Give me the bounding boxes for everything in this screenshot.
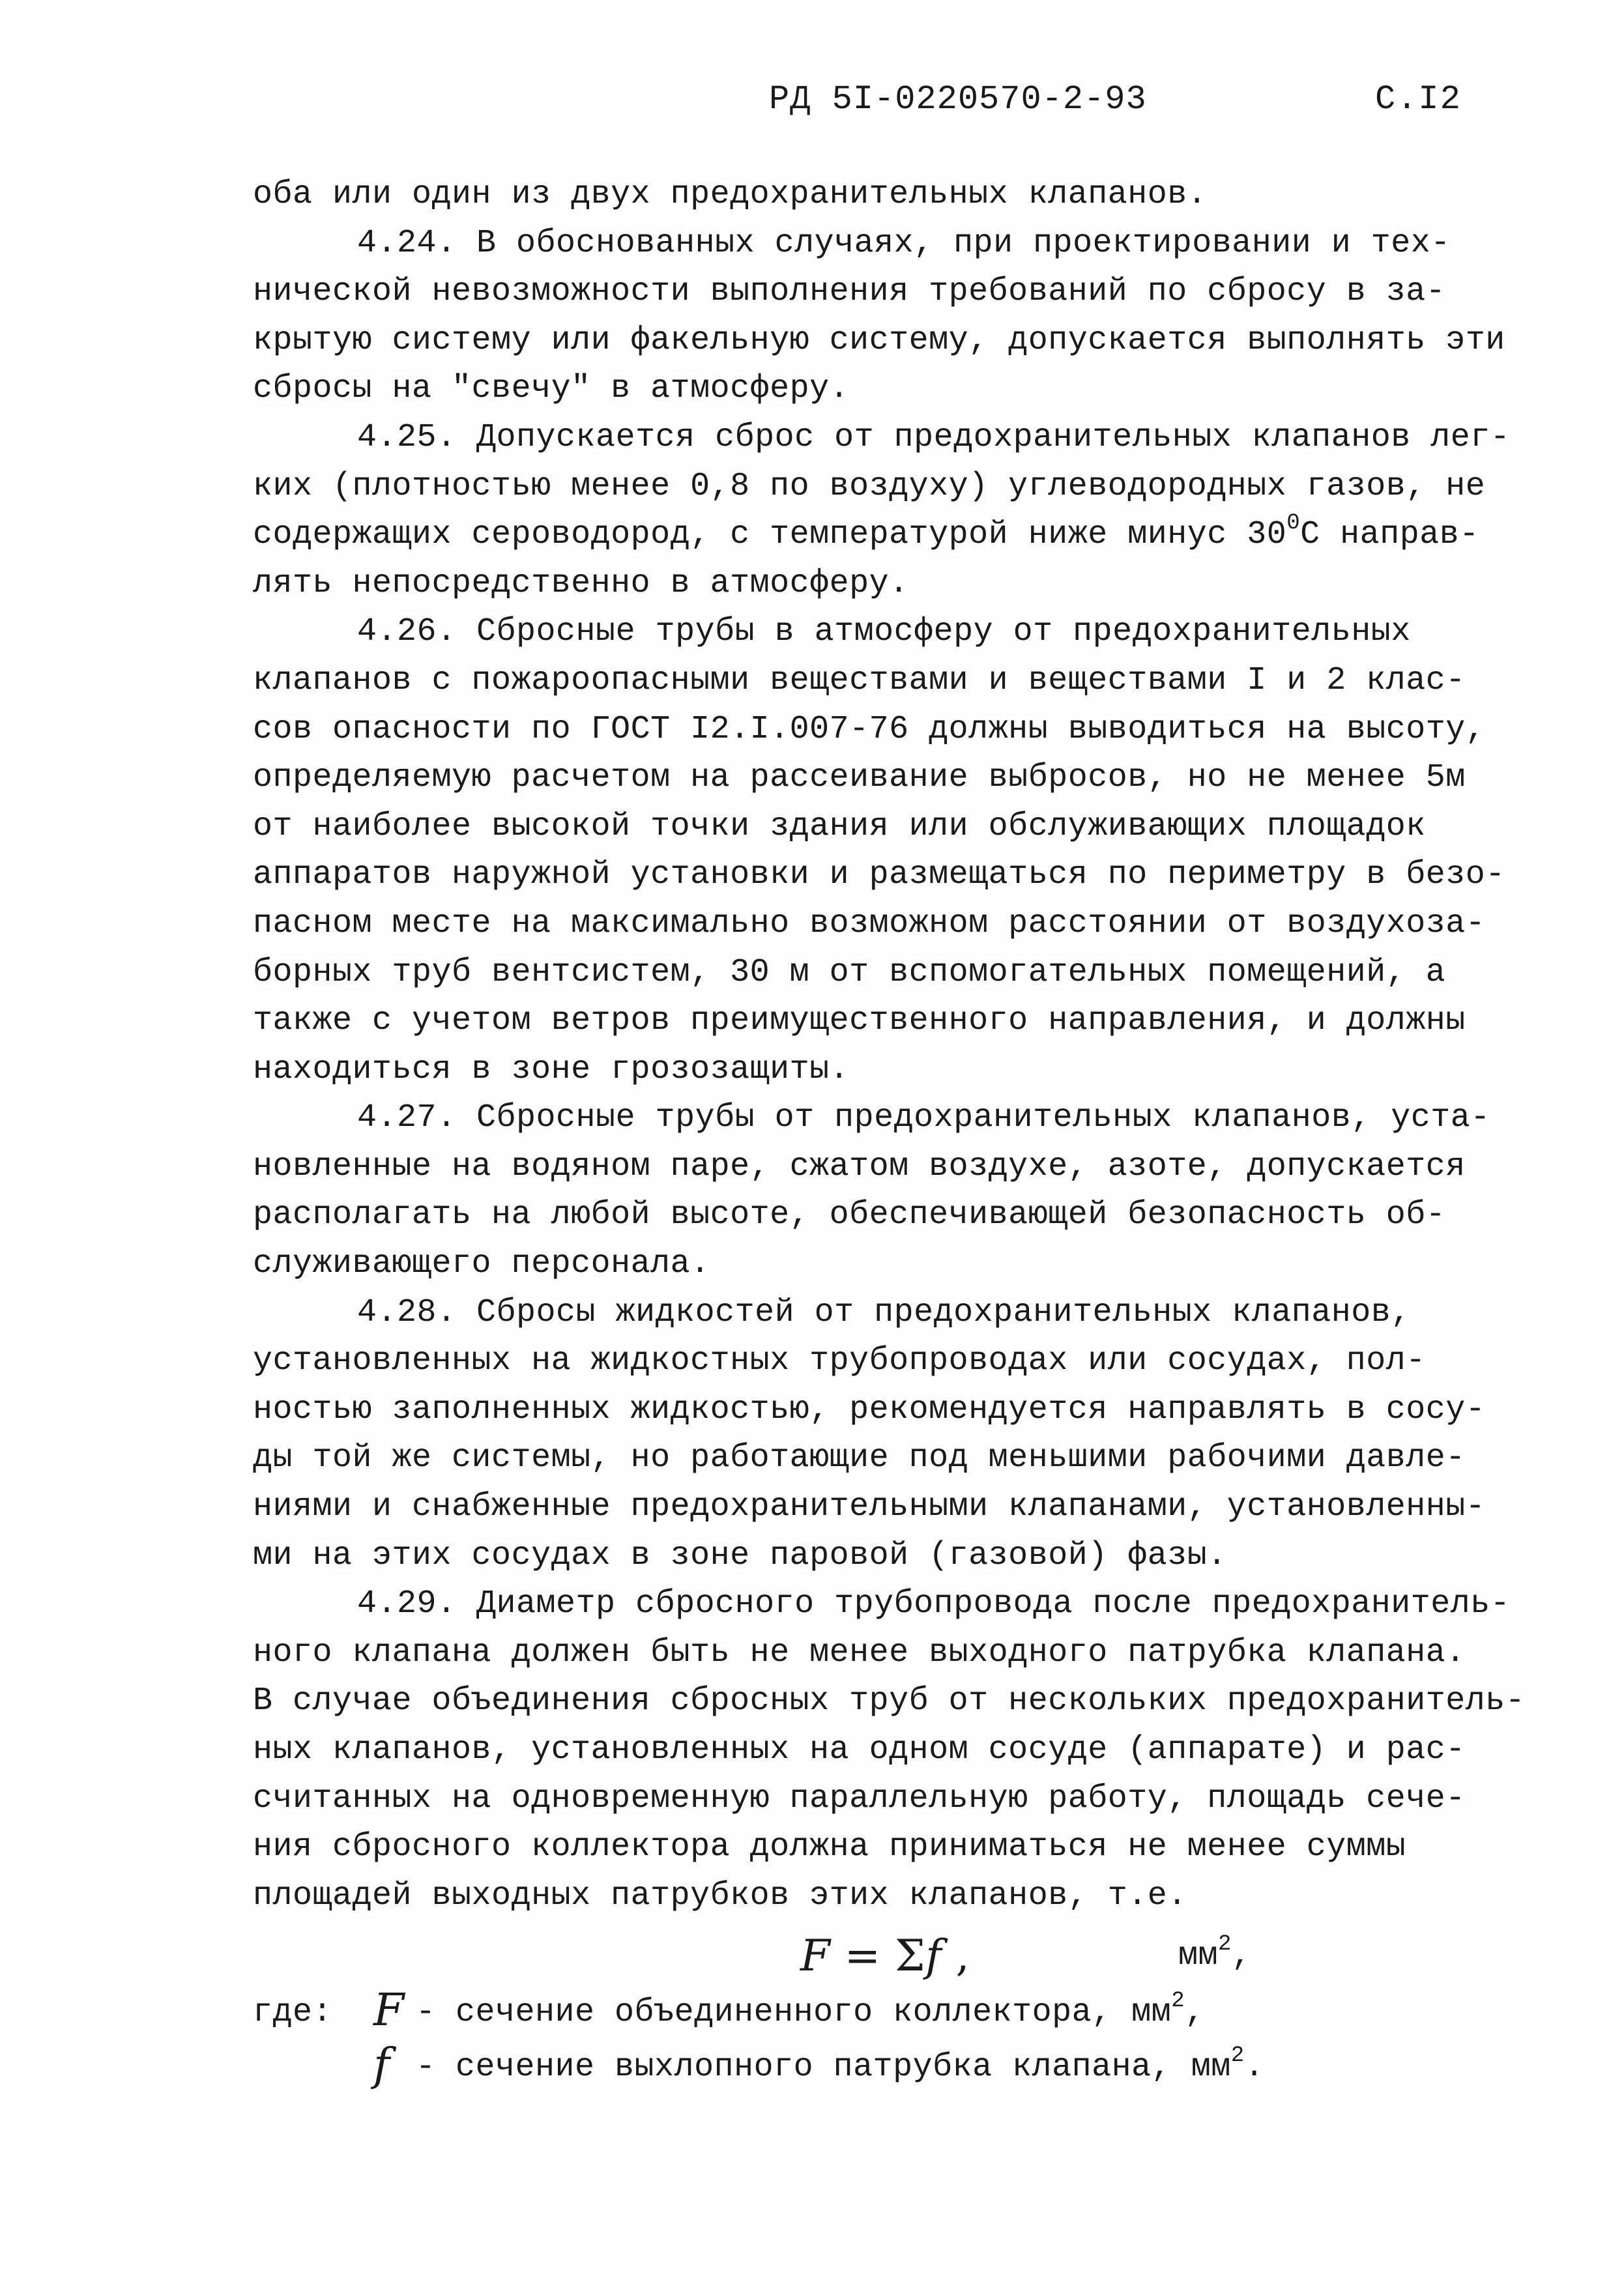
text-line: сов опасности по ГОСТ I2.I.007-76 должны выводиться на высоту, <box>253 710 1486 748</box>
definition-trail: . <box>1244 2049 1265 2086</box>
text-line-temperature <box>253 511 1530 560</box>
text-line: 4.28. Сбросы жидкостей от предохранительных клапанов, <box>357 1293 1411 1331</box>
definition-superscript: 2 <box>1230 2043 1245 2069</box>
paragraph-4-29 <box>253 1580 1530 1920</box>
text-line: ностью заполненных жидкостью, рекомендуется направлять в сосу- <box>253 1391 1486 1428</box>
paragraph-4-27 <box>253 1094 1530 1288</box>
text-line: ниями и снабженные предохранительными клапанами, установленны- <box>253 1488 1486 1526</box>
text-line: от наиболее высокой точки здания или обслуживающих площадок <box>253 807 1426 845</box>
text-line: также с учетом ветров преимущественного направления, и должны <box>253 1002 1466 1040</box>
where-row-2 <box>253 2040 1530 2095</box>
text-line: ния сбросного коллектора должна приниматься не менее суммы <box>253 1828 1406 1866</box>
text-line: 4.27. Сбросные трубы от предохранительных клапанов, уста- <box>357 1099 1490 1137</box>
text-line: площадей выходных патрубков этих клапанов, т.е. <box>253 1877 1187 1914</box>
paragraph-continuation <box>253 171 1530 220</box>
text-line: нической невозможности выполнения требований по сбросу в за- <box>253 273 1446 311</box>
unit-text: мм <box>1178 1937 1219 1975</box>
page-number: С.I2 <box>1375 80 1462 119</box>
text-line: ми на этих сосудах в зоне паровой (газовой) фазы. <box>253 1536 1227 1574</box>
text-line: располагать на любой высоте, обеспечивающей безопасность об- <box>253 1196 1446 1234</box>
text-line: 4.26. Сбросные трубы в атмосферу от предохранительных <box>357 613 1411 651</box>
unit-trail: , <box>1231 1937 1252 1975</box>
text-line: 4.24. В обоснованных случаях, при проектировании и тех- <box>357 224 1451 262</box>
text-segment: содержащих сероводород, с температурой ниже минус 30 <box>253 516 1287 554</box>
unit-superscript: 2 <box>1218 1932 1232 1957</box>
text-line: борных труб вентсистем, 30 м от вспомогательных помещений, а <box>253 953 1446 991</box>
paragraph-4-24 <box>253 220 1530 414</box>
formula-rhs: f <box>925 1931 942 1982</box>
variable-symbol: f <box>373 2040 390 2092</box>
formula-expression <box>800 1927 970 1985</box>
degree-superscript: 0 <box>1286 511 1301 536</box>
paragraph-4-28 <box>253 1289 1530 1581</box>
text-line: аппаратов наружной установки и размещаться по периметру в безо- <box>253 856 1505 894</box>
page-header <box>0 77 1624 123</box>
text-line: установленных на жидкостных трубопроводах или сосудах, пол- <box>253 1342 1426 1380</box>
text-line: определяемую расчетом на рассеивание выбросов, но не менее 5м <box>253 759 1466 797</box>
where-row-1 <box>253 1985 1530 2040</box>
text-line: считанных на одновременную параллельную работу, площадь сече- <box>253 1780 1466 1817</box>
text-line: новленные на водяном паре, сжатом воздухе, азоте, допускается <box>253 1147 1466 1185</box>
text-segment: С направ- <box>1300 516 1479 554</box>
where-label: где: <box>253 1994 333 2032</box>
document-body <box>253 171 1530 2095</box>
text-line: сбросы на "свечу" в атмосферу. <box>253 370 850 408</box>
text-line: ных клапанов, установленных на одном сосуде (аппарате) и рас- <box>253 1731 1466 1768</box>
paragraph-4-25 <box>253 414 1530 608</box>
text-line: ды той же системы, но работающие под меньшими рабочими давле- <box>253 1439 1466 1477</box>
text-line: ного клапана должен быть не менее выходного патрубка клапана. <box>253 1634 1466 1671</box>
variable-definition <box>416 2040 1264 2095</box>
text-line: ких (плотностью менее 0,8 по воздуху) углеводородных газов, не <box>253 467 1486 505</box>
formula-trail: , <box>942 1931 970 1982</box>
text-line: лять непосредственно в атмосферу. <box>253 564 909 602</box>
text-line: 4.29. Диаметр сбросного трубопровода после предохранитель- <box>357 1585 1511 1623</box>
paragraph-4-26 <box>253 608 1530 1094</box>
text-line: находиться в зоне грозозащиты. <box>253 1050 850 1088</box>
definition-text: - сечение объединенного коллектора, мм <box>416 1994 1172 2032</box>
document-code: РД 5I-0220570-2-93 <box>769 80 1147 119</box>
text-line: пасном месте на максимально возможном расстоянии от воздухоза- <box>253 904 1486 942</box>
formula <box>253 1927 1530 1985</box>
formula-operator: = Σ <box>830 1931 926 1982</box>
definition-superscript: 2 <box>1171 1989 1185 2014</box>
text-line: служивающего персонала. <box>253 1245 710 1283</box>
text-line: 4.25. Допускается сброс от предохранительных клапанов лег- <box>357 418 1511 456</box>
text-line: В случае объединения сбросных труб от нескольких предохранитель- <box>253 1682 1526 1720</box>
formula-lhs: F <box>800 1931 831 1982</box>
text-line: оба или один из двух предохранительных клапанов. <box>253 176 1208 213</box>
definition-trail: , <box>1185 1994 1205 2032</box>
definition-text: - сечение выхлопного патрубка клапана, мм <box>416 2049 1231 2086</box>
text-line: клапанов с пожароопасными веществами и веществами I и 2 клас- <box>253 661 1466 699</box>
variable-symbol: F <box>373 1985 405 2037</box>
formula-unit <box>1178 1927 1251 1985</box>
text-line: крытую систему или факельную систему, допускается выполнять эти <box>253 321 1505 359</box>
variable-definition <box>416 1985 1205 2040</box>
